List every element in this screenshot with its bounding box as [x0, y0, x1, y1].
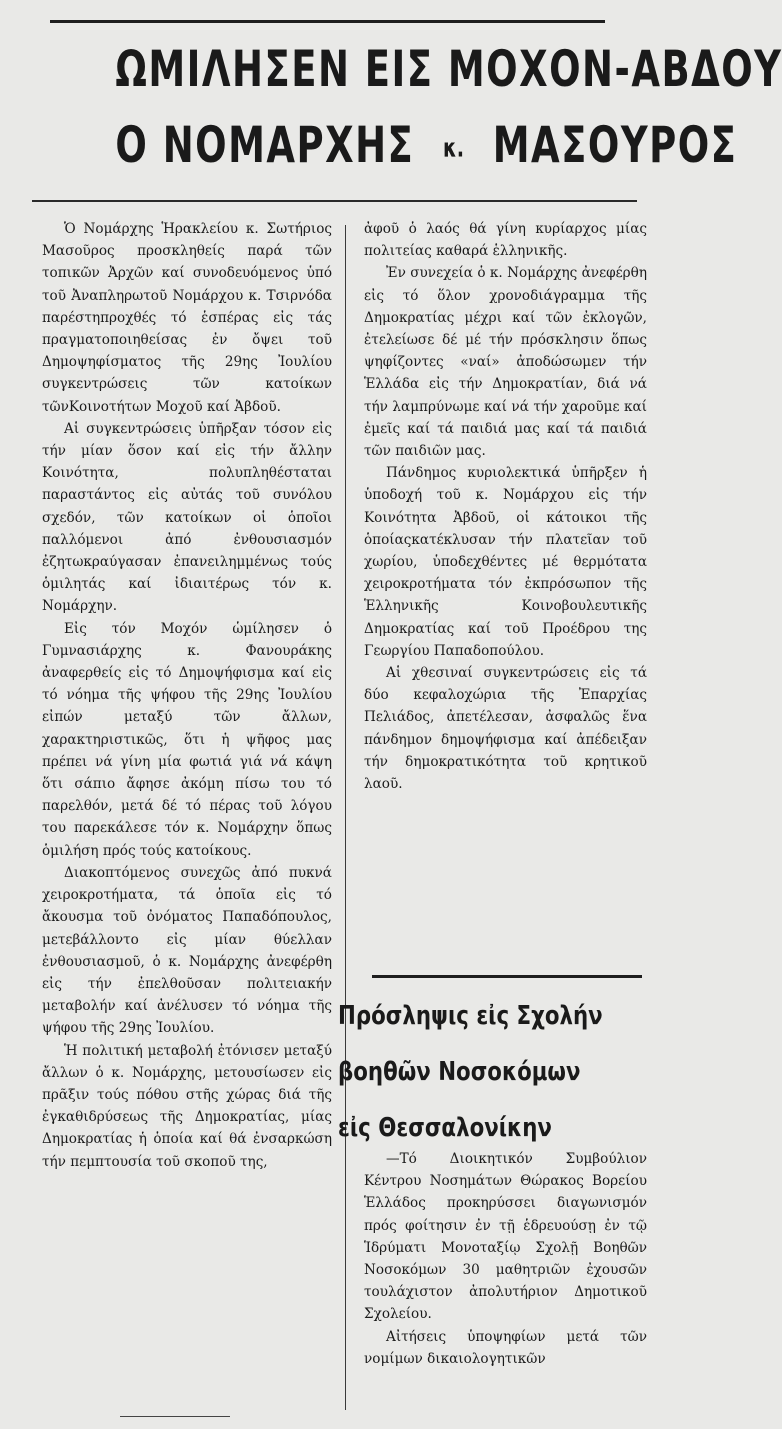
paragraph: Διακοπτόμενος συνεχῶς ἀπό πυκνά χειροκροτήματα, τά ὁποῖα εἰς τό ἄκουσμα τοῦ ὀνόματος Παπαδόπουλος, μετεβάλλοντο εἰς μίαν θύελλαν ἐνθουσιασμοῦ, ὁ κ. Νομάρχης ἀνεφέρθη εἰς τήν ἐπελθοῦσαν πολιτειακήν μεταβολήν καί ἀνέλυσεν τό νόημα τῆς ψήφου τῆς 29ης Ἰουλίου. [42, 864, 332, 1037]
paragraph: Αἱ συγκεντρώσεις ὑπῆρξαν τόσον εἰς τήν μίαν ὅσον καί εἰς τήν ἄλλην Κοινότητα, πολυπληθέσταται παραστάντος εἰς αὐτάς τοῦ συνόλου σχεδόν, τῶν κατοίκων οἱ ὁποῖοι παλλόμενοι ἀπό ἐνθουσιασμόν ἐζητωκραύγασαν ἐπανειλημμένως τούς ὁμιλητάς καί ἰδιαιτέρως τόν κ. Νομάρχην. [42, 420, 332, 615]
headline-line-2-part-b: κ. [443, 133, 465, 164]
headline-rule [32, 200, 637, 202]
paragraph: ἀφοῦ ὁ λαός θά γίνη κυρίαρχος μίας πολιτείας καθαρά ἑλληνικῆς. [364, 221, 647, 260]
article-2-body [364, 1148, 647, 1370]
paragraph: Εἰς τόν Μοχόν ὡμίλησεν ὁ Γυμνασιάρχης κ. Φανουράκης ἀναφερθείς εἰς τό Δημοψήφισμα καί εἰς τό νόημα τῆς ψήφου τῆς 29ης Ἰουλίου εἰπών μεταξύ τῶν ἄλλων, χαρακτηριστικῶς, ὅτι ἡ ψῆφος μας πρέπει νά γίνη μία φωτιά γιά νά κάψη ὅτι σάπιο ἄφησε ἀκόμη πίσω του τό παρελθόν, μετά δέ τό πέρας τοῦ λόγου του παρεκάλεσε τόν κ. Νομάρχην ὅπως ὁμιλήση πρός τούς κατοίκους. [42, 620, 332, 859]
article-2-title-line-2: βοηθῶν Νοσοκόμων [338, 1057, 581, 1087]
paragraph: Αἰτήσεις ὑποψηφίων μετά τῶν νομίμων δικαιολογητικῶν [364, 1328, 647, 1367]
paragraph: Αἱ χθεσιναί συγκεντρώσεις εἰς τά δύο κεφαλοχώρια τῆς Ἐπαρχίας Πελιάδος, ἀπετέλεσαν, ἀσφαλῶς ἕνα πάνδημον δημοψήφισμα καί ἀπέδειξαν τήν δημοκρατικότητα τοῦ κρητικοῦ λαοῦ. [364, 665, 647, 793]
article-column-2 [364, 218, 647, 795]
headline-line-2 [115, 110, 738, 184]
paragraph: —Τό Διοικητικόν Συμβούλιον Κέντρου Νοσημάτων Θώρακος Βορείου Ἑλλάδος προκηρύσσει διαγωνισμόν πρός φοίτησιν ἐν τῇ ἑδρευούσῃ ἐν τῷ Ἱδρύματι Μονοταξίῳ Σχολῇ Βοηθῶν Νοσοκόμων 30 μαθητριῶν ἐχουσῶν τουλάχιστον ἀπολυτήριον Δημοτικοῦ Σχολείου. [364, 1151, 647, 1323]
paragraph: Πάνδημος κυριολεκτικά ὑπῆρξεν ἡ ὑποδοχή τοῦ κ. Νομάρχου εἰς τήν Κοινότητα Ἀβδοῦ, οἱ κάτοικοι τῆς ὁποίαςκατέκλυσαν τήν πλατεῖαν τοῦ χωρίου, ὑποδεχθέντες μέ θερμότατα χειροκροτήματα τόν ἐκπρόσωπον τῆς Ἑλληνικῆς Κοινοβουλευτικῆς Δημοκρατίας καί τοῦ Προέδρου της Γεωργίου Παπαδοπούλου. [364, 465, 647, 659]
article-column-1 [42, 218, 332, 1173]
headline-line-2-part-c: ΜΑΣΟΥΡΟΣ [492, 116, 738, 174]
column-divider [345, 225, 346, 1410]
headline-line-2-part-a: Ο ΝΟΜΑΡΧΗΣ [115, 116, 415, 174]
section-rule [372, 975, 642, 978]
top-rule [50, 20, 605, 23]
bottom-rule [120, 1416, 230, 1417]
article-2-title-line-3: εἰς Θεσσαλονίκην [338, 1113, 552, 1143]
paragraph: Ὁ Νομάρχης Ἡρακλείου κ. Σωτήριος Μασοῦρος προσκληθείς παρά τῶν τοπικῶν Ἀρχῶν καί συνοδευόμενος ὑπό τοῦ Ἀναπληρωτοῦ Νομάρχου κ. Τσιρνόδα παρέστηπροχθές τό ἑσπέρας εἰς τάς πραγματοποιηθείσας ἐν ὄψει τοῦ Δημοψηφίσματος τῆς 29ης Ἰουλίου συγκεντρώσεις τῶν κατοίκων τῶνΚοινοτήτων Μοχοῦ καί Ἀβδοῦ. [42, 221, 332, 415]
article-2-title [338, 988, 603, 1156]
headline-line-1: ΩΜΙΛΗΣΕΝ ΕΙΣ ΜΟΧΟΝ-ΑΒΔΟΥ [115, 40, 782, 98]
article-2-title-line-1: Πρόσληψις εἰς Σχολήν [338, 1001, 603, 1031]
paragraph: Ἡ πολιτική μεταβολή ἐτόνισεν μεταξύ ἄλλων ὁ κ. Νομάρχης, μετουσίωσεν εἰς πρᾶξιν τούς πόθου στῆς χώρας διά τῆς ἐγκαθιδρύσεως τῆς Δημοκρατίας, μίας Δημοκρατίας ἡ ὁποία καί θά ἐνσαρκώση τήν πεμπτουσία τοῦ σκοποῦ της, [42, 1042, 332, 1170]
paragraph: Ἐν συνεχεία ὁ κ. Νομάρχης ἀνεφέρθη εἰς τό ὅλον χρονοδιάγραμμα τῆς Δημοκρατίας μέχρι καί τῶν ἐκλογῶν, ἐτελείωσε δέ μέ τήν πρόσκλησιν ὅπως ψηφίζοντες «ναί» ἀποδώσωμεν τήν Ἑλλάδα εἰς τήν Δημοκρατίαν, διά νά τήν λαμπρύνωμε καί νά τήν χαροῦμε καί ἐμεῖς καί τά παιδιά μας καί τά παιδιά τῶν παιδιῶν μας. [364, 265, 647, 460]
